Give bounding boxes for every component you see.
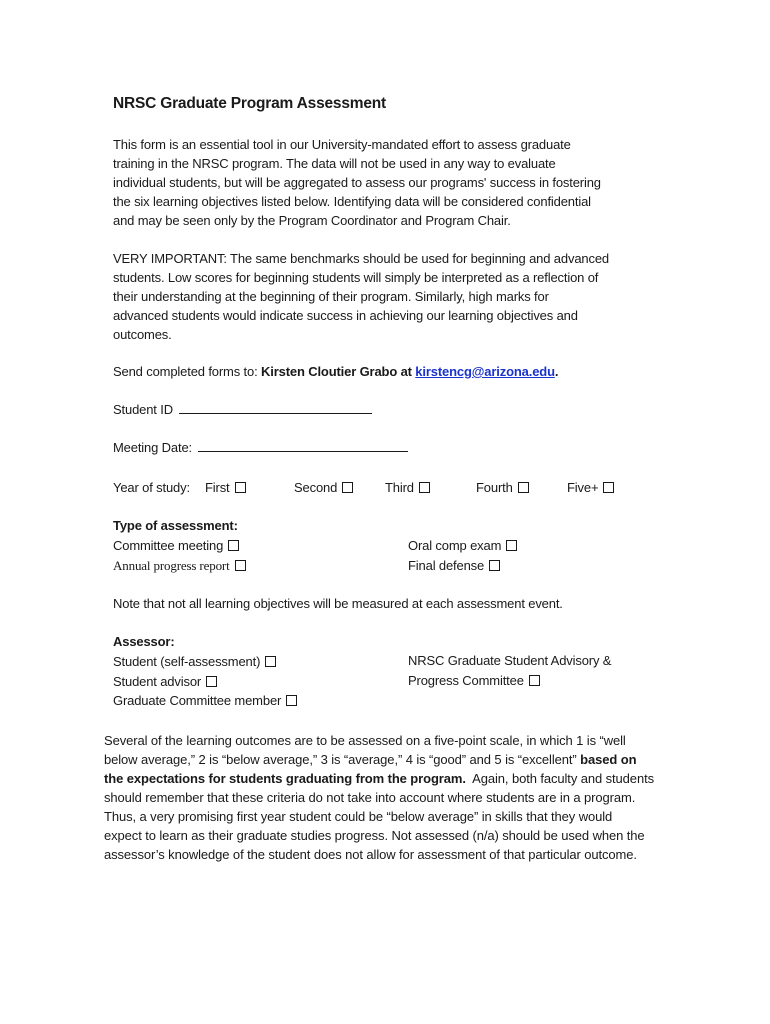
- scale-line: assessor’s knowledge of the student does not allow for assessment of that particular outcome.: [104, 847, 637, 862]
- important-line: students. Low scores for beginning students will simply be interpreted as a reflection of: [113, 270, 599, 285]
- intro-paragraph: [113, 135, 658, 230]
- scale-line: should remember that these criteria do not take into account where students are in a program.: [104, 790, 636, 805]
- committee-member-checkbox[interactable]: [286, 695, 297, 706]
- assessment-option-label: Annual progress report: [113, 558, 230, 573]
- assessment-annual-progress: [113, 556, 246, 575]
- assessor-heading: Assessor:: [113, 634, 175, 649]
- advisory-committee-checkbox[interactable]: [529, 675, 540, 686]
- assessor-advisory-line1: NRSC Graduate Student Advisory &: [408, 653, 612, 668]
- important-line: outcomes.: [113, 327, 172, 342]
- send-suffix: .: [554, 364, 559, 379]
- assessor-self: [113, 652, 276, 671]
- scale-paragraph: [104, 731, 704, 864]
- student-advisor-checkbox[interactable]: [206, 676, 217, 687]
- year-second-checkbox[interactable]: [342, 482, 353, 493]
- assessment-committee-meeting: [113, 536, 239, 555]
- year-option-label: Third: [385, 480, 414, 495]
- assessor-advisory-line2: [408, 671, 540, 690]
- committee-meeting-checkbox[interactable]: [228, 540, 239, 551]
- assessor-option-label: Graduate Committee member: [113, 693, 282, 708]
- year-first-checkbox[interactable]: [235, 482, 246, 493]
- year-option-second: [294, 478, 353, 497]
- student-id-label: Student ID: [113, 402, 173, 417]
- year-option-fourth: [476, 478, 529, 497]
- send-line: [113, 362, 558, 381]
- intro-line: the six learning objectives listed below. Identifying data will be considered confidential: [113, 194, 591, 209]
- assessor-option-label: Student (self-assessment): [113, 654, 261, 669]
- meeting-date-row: [113, 438, 408, 457]
- assessor-committee-member: [113, 691, 297, 710]
- year-option-label: First: [205, 480, 230, 495]
- page-title: NRSC Graduate Program Assessment: [113, 95, 386, 112]
- intro-line: This form is an essential tool in our University-mandated effort to assess graduate: [113, 137, 571, 152]
- important-line: VERY IMPORTANT: The same benchmarks should be used for beginning and advanced: [113, 251, 609, 266]
- final-defense-checkbox[interactable]: [489, 560, 500, 571]
- email-link[interactable]: kirstencg@arizona.edu: [415, 364, 555, 379]
- intro-line: training in the NRSC program. The data will not be used in any way to evaluate: [113, 156, 556, 171]
- assessment-option-label: Oral comp exam: [408, 538, 502, 553]
- scale-bold-text: based on: [580, 752, 637, 767]
- year-option-five-plus: [567, 478, 614, 497]
- scale-text: Again, both faculty and students: [465, 771, 654, 786]
- scale-bold-text: the expectations for students graduating from the program.: [104, 771, 466, 786]
- year-fourth-checkbox[interactable]: [518, 482, 529, 493]
- scale-line: expect to learn as their graduate studies progress. Not assessed (n/a) should be used when the: [104, 828, 645, 843]
- send-prefix: Send completed forms to:: [113, 364, 261, 379]
- assessment-option-label: Committee meeting: [113, 538, 224, 553]
- student-id-field[interactable]: [179, 400, 372, 414]
- year-five-plus-checkbox[interactable]: [603, 482, 614, 493]
- self-assessment-checkbox[interactable]: [265, 656, 276, 667]
- important-line: advanced students would indicate success in achieving our learning objectives and: [113, 308, 578, 323]
- scale-line: [104, 769, 704, 788]
- scale-line: [104, 750, 704, 769]
- oral-comp-checkbox[interactable]: [506, 540, 517, 551]
- student-id-row: [113, 400, 372, 419]
- year-option-third: [385, 478, 430, 497]
- year-option-label: Second: [294, 480, 338, 495]
- assessment-type-heading: Type of assessment:: [113, 518, 238, 533]
- assessor-option-label: Progress Committee: [408, 673, 524, 688]
- year-label: Year of study:: [113, 480, 190, 495]
- year-option-first: [205, 478, 246, 497]
- send-name: Kirsten Cloutier Grabo at: [261, 364, 416, 379]
- assessor-advisor: [113, 672, 217, 691]
- scale-text: below average,” 2 is “below average,” 3 is “average,” 4 is “good” and 5 is “excellent”: [104, 752, 581, 767]
- annual-progress-checkbox[interactable]: [235, 560, 246, 571]
- scale-line: Thus, a very promising first year student could be “below average” in skills that they would: [104, 809, 613, 824]
- year-option-label: Five+: [567, 480, 599, 495]
- assessment-oral-comp: [408, 536, 517, 555]
- meeting-date-label: Meeting Date:: [113, 440, 192, 455]
- important-line: their understanding at the beginning of their program. Similarly, high marks for: [113, 289, 549, 304]
- assessment-option-label: Final defense: [408, 558, 485, 573]
- assessor-option-label: Student advisor: [113, 674, 202, 689]
- year-third-checkbox[interactable]: [419, 482, 430, 493]
- intro-line: individual students, but will be aggregated to assess our programs' success in fostering: [113, 175, 601, 190]
- assessment-final-defense: [408, 556, 500, 575]
- year-option-label: Fourth: [476, 480, 513, 495]
- intro-line: and may be seen only by the Program Coordinator and Program Chair.: [113, 213, 511, 228]
- meeting-date-field[interactable]: [198, 438, 408, 452]
- important-paragraph: [113, 249, 658, 344]
- note-text: Note that not all learning objectives will be measured at each assessment event.: [113, 596, 563, 611]
- scale-line: Several of the learning outcomes are to be assessed on a five-point scale, in which 1 is “well: [104, 733, 626, 748]
